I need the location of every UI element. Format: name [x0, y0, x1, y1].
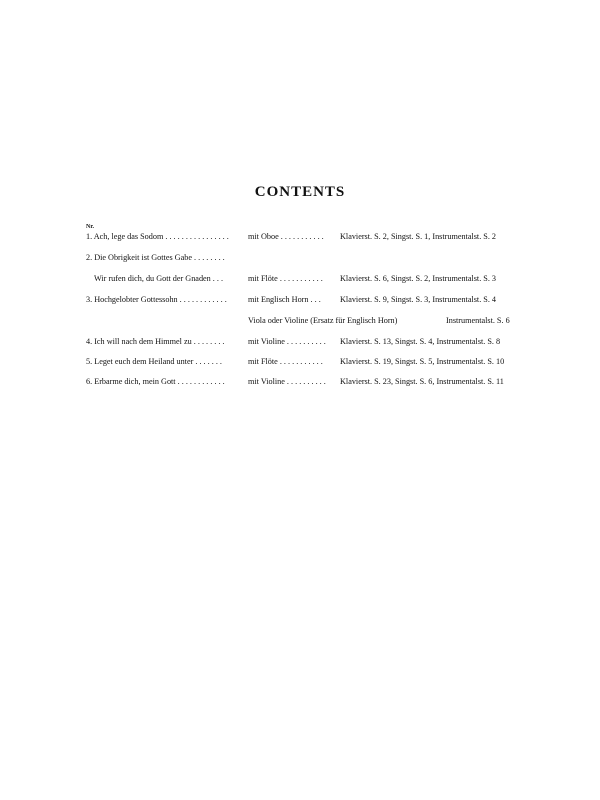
work-title: 4. Ich will nach dem Himmel zu . . . . . . . . [86, 337, 225, 346]
work-title: 5. Leget euch dem Heiland unter . . . . . . . [86, 357, 222, 366]
contents-row [0, 294, 600, 306]
work-title: 1. Ach, lege das Sodom . . . . . . . . . . . . . . . . [86, 232, 229, 241]
page-refs: Klavierst. S. 9, Singst. S. 3, Instrumentalst. S. 4 [340, 295, 497, 304]
instrument: Viola oder Violine (Ersatz für Englisch Horn) [248, 316, 398, 325]
contents-row [0, 376, 600, 388]
page-refs: Klavierst. S. 19, Singst. S. 5, Instrumentalst. S. 10 [340, 357, 505, 366]
work-title: Wir rufen dich, du Gott der Gnaden . . . [94, 274, 224, 283]
contents-row [0, 315, 600, 327]
work-title: 3. Hochgelobter Gottessohn . . . . . . . . . . . . [86, 295, 227, 304]
instrument: mit Flöte . . . . . . . . . . . [248, 357, 323, 366]
instrument: mit Oboe . . . . . . . . . . . [248, 232, 324, 241]
page-refs: Klavierst. S. 2, Singst. S. 1, Instrumentalst. S. 2 [340, 232, 497, 241]
instrument: mit Flöte . . . . . . . . . . . [248, 274, 323, 283]
instrument: mit Violine . . . . . . . . . . [248, 337, 326, 346]
page-refs: Klavierst. S. 6, Singst. S. 2, Instrumentalst. S. 3 [340, 274, 497, 283]
contents-row [0, 231, 600, 243]
contents-row [0, 252, 600, 264]
page-refs: Klavierst. S. 23, Singst. S. 6, Instrumentalst. S. 11 [340, 377, 504, 386]
page-refs: Instrumentalst. S. 6 [446, 316, 510, 325]
page-title: CONTENTS [254, 184, 346, 200]
number-column-label: Nr. [86, 224, 94, 230]
instrument: mit Englisch Horn . . . [248, 295, 321, 304]
contents-row [0, 356, 600, 368]
contents-row [0, 336, 600, 348]
work-title: 2. Die Obrigkeit ist Gottes Gabe . . . . . . . . [86, 253, 225, 262]
contents-row [0, 273, 600, 285]
page-refs: Klavierst. S. 13, Singst. S. 4, Instrumentalst. S. 8 [340, 337, 501, 346]
instrument: mit Violine . . . . . . . . . . [248, 377, 326, 386]
work-title: 6. Erbarme dich, mein Gott . . . . . . . . . . . . [86, 377, 225, 386]
